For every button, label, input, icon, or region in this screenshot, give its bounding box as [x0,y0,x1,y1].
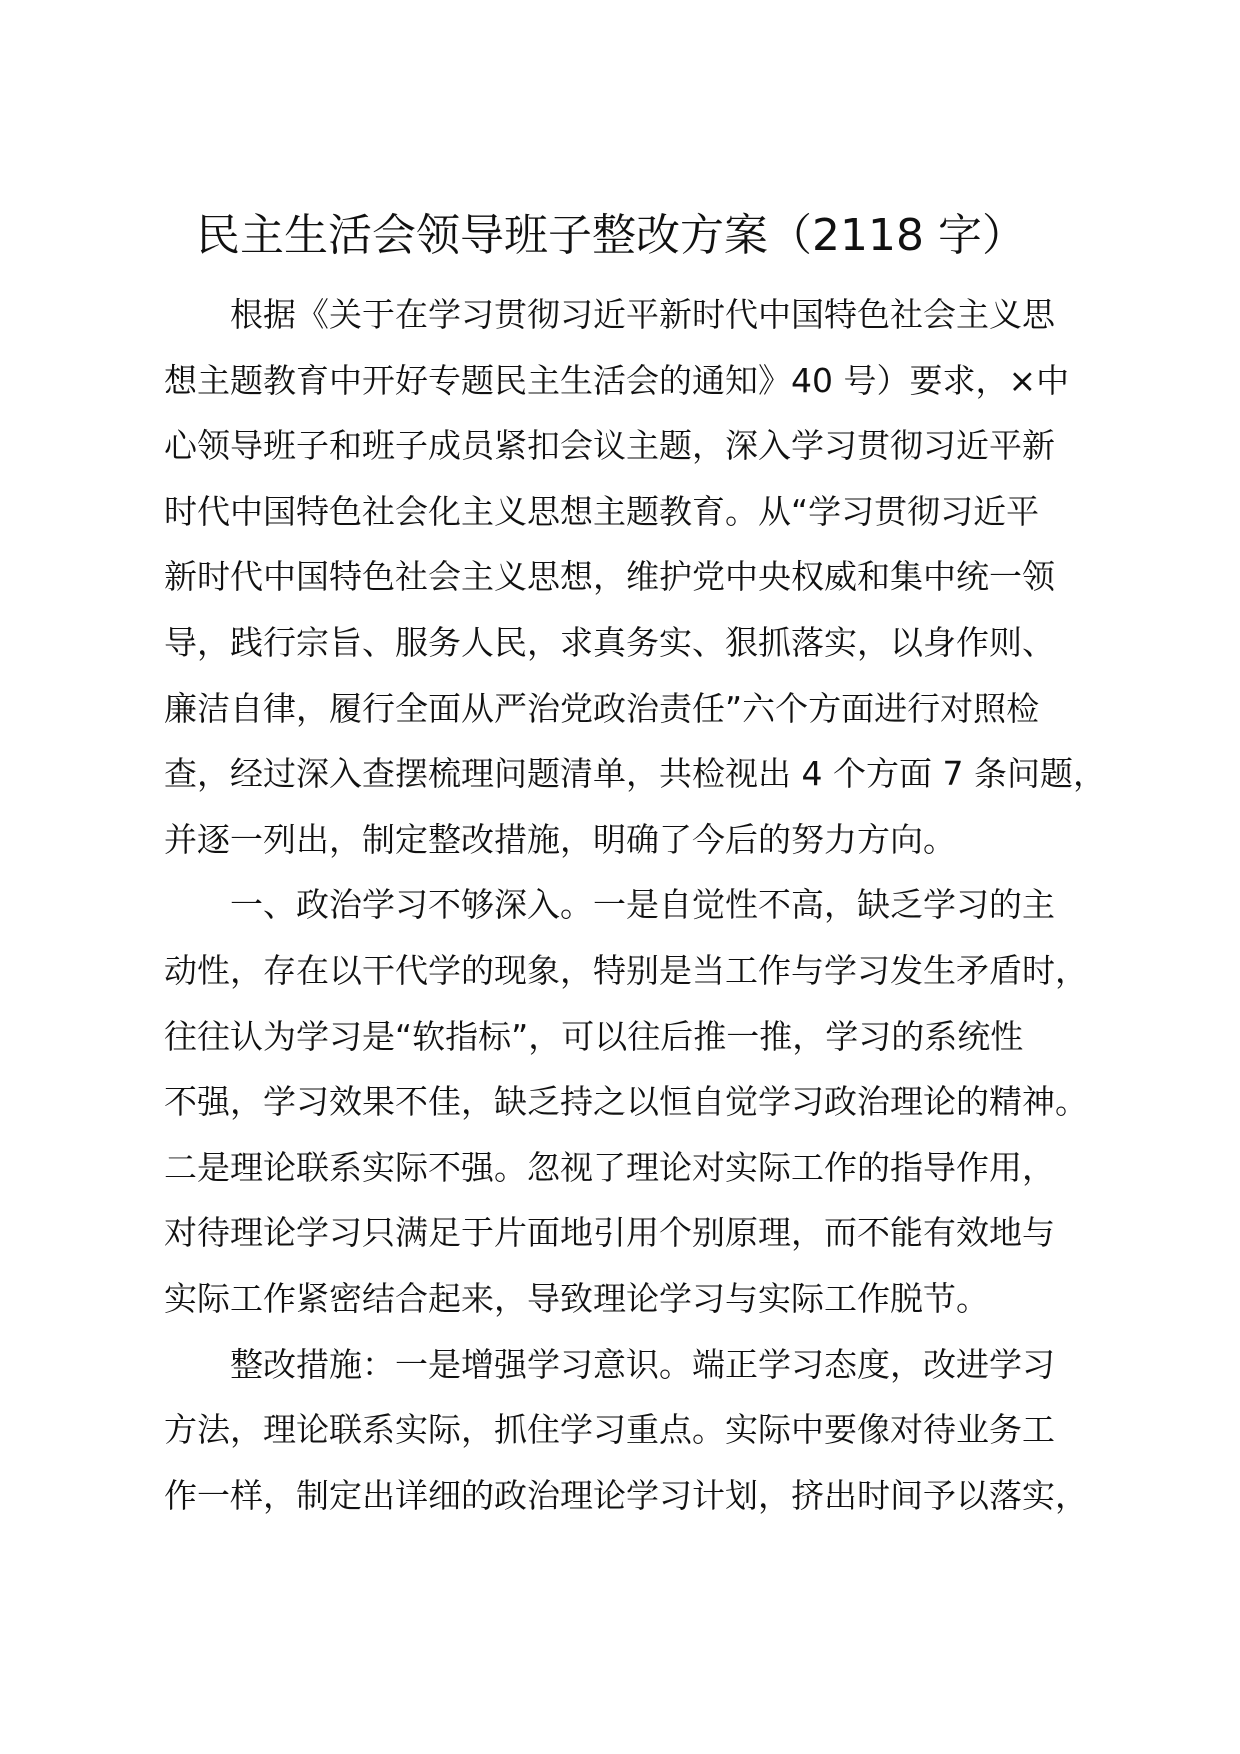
paragraph-3-line-3: 作一样，制定出详细的政治理论学习计划，挤出时间予以落实， [164,1475,1088,1515]
document-body [164,282,1104,1528]
paragraph-1-line-7: 廉洁自律，履行全面从严治党政治责任”六个方面进行对照检 [164,688,1040,728]
paragraph-1-line-3: 心领导班子和班子成员紧扣会议主题，深入学习贯彻习近平新 [164,426,1055,466]
paragraph-2-line-2: 动性，存在以干代学的现象，特别是当工作与学习发生矛盾时， [164,950,1088,990]
paragraph-1-line-1: 根据《关于在学习贯彻习近平新时代中国特色社会主义思 [230,295,1055,334]
paragraph-1-line-5: 新时代中国特色社会主义思想，维护党中央权威和集中统一领 [164,557,1055,597]
paragraph-1-line-6: 导，践行宗旨、服务人民，求真务实、狠抓落实，以身作则、 [164,622,1055,662]
paragraph-1-line-4: 时代中国特色社会化主义思想主题教育。从“学习贯彻习近平 [164,491,1040,531]
paragraph-2-line-6: 对待理论学习只满足于片面地引用个别原理，而不能有效地与 [164,1213,1055,1253]
paragraph-1-line-8: 查，经过深入查摆梳理问题清单，共检视出 4 个方面 7 条问题， [164,754,1106,794]
paragraph-2-line-5: 二是理论联系实际不强。忽视了理论对实际工作的指导作用， [164,1147,1055,1187]
paragraph-1-line-2: 想主题教育中开好专题民主生活会的通知》40 号）要求，×中 [164,360,1070,400]
paragraph-3-line-2: 方法，理论联系实际，抓住学习重点。实际中要像对待业务工 [164,1410,1055,1450]
paragraph-2-line-4: 不强，学习效果不佳，缺乏持之以恒自觉学习政治理论的精神。 [164,1082,1088,1122]
paragraph-2-line-7: 实际工作紧密结合起来，导致理论学习与实际工作脱节。 [164,1278,989,1318]
paragraph-3-line-1: 整改措施：一是增强学习意识。端正学习态度，改进学习 [230,1344,1055,1384]
paragraph-2-line-3: 往往认为学习是“软指标”，可以往后推一推，学习的系统性 [164,1016,1024,1056]
paragraph-1-line-9: 并逐一列出，制定整改措施，明确了今后的努力方向。 [164,819,956,859]
document-title: 民主生活会领导班子整改方案（2118 字） [196,210,1026,261]
paragraph-2-line-1: 一、政治学习不够深入。一是自觉性不高，缺乏学习的主 [230,885,1055,925]
